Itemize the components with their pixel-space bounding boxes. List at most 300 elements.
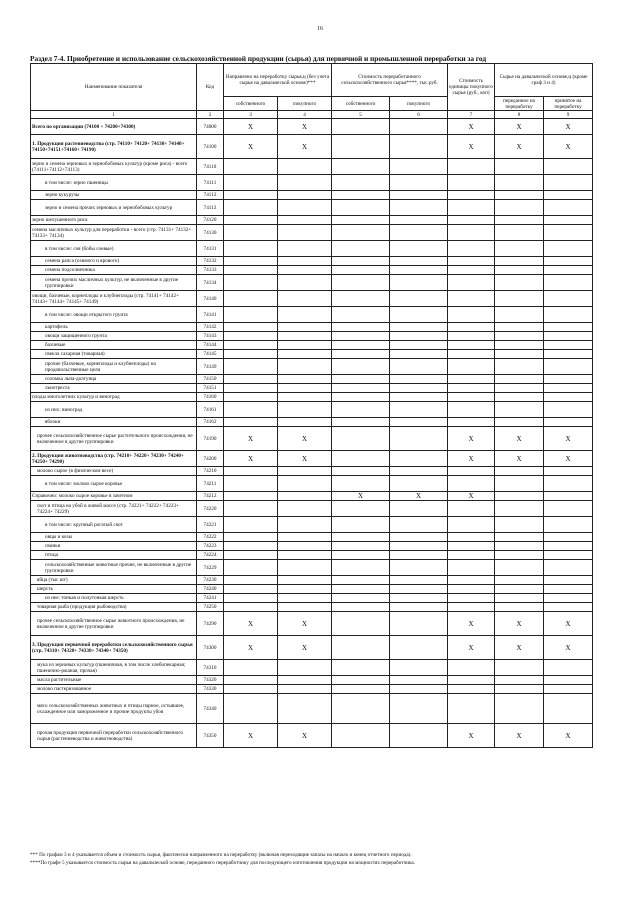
row-code: 74141 bbox=[197, 307, 224, 323]
row-name: прочая продукция первичной переработки сельскохозяйственного сырья (растениеводства и животноводства) bbox=[31, 724, 197, 748]
table-row bbox=[31, 393, 593, 402]
row-code: 74250 bbox=[197, 603, 224, 612]
row-name: в том числе: крупный рогатый скот bbox=[31, 517, 197, 533]
data-cell bbox=[224, 359, 278, 375]
data-cell bbox=[332, 266, 390, 275]
data-cell bbox=[495, 341, 544, 350]
table-row bbox=[31, 350, 593, 359]
data-cell bbox=[448, 241, 495, 257]
data-cell bbox=[332, 275, 390, 291]
data-cell bbox=[332, 685, 390, 694]
row-code: 74132 bbox=[197, 257, 224, 266]
data-cell bbox=[448, 603, 495, 612]
row-name: семена масличных культур для переработки - всего (стр. 74131+ 74132+ 74133+ 74134) bbox=[31, 225, 197, 241]
row-name: прочее сельскохозяйственное сырье растительного происхождения, не включенное в другие группировки bbox=[31, 427, 197, 451]
data-cell bbox=[495, 216, 544, 225]
footnote: ****По графе 5 указывается стоимость сырья на давальческой основе, переданного переработчику для последующего изготовления продукции на мощностях переработчика. bbox=[30, 860, 416, 866]
data-cell bbox=[544, 332, 593, 341]
data-cell bbox=[224, 676, 278, 685]
data-cell bbox=[495, 501, 544, 517]
data-cell bbox=[332, 225, 390, 241]
data-cell bbox=[495, 241, 544, 257]
table-row bbox=[31, 492, 593, 501]
data-cell bbox=[278, 594, 332, 603]
data-cell bbox=[224, 560, 278, 576]
table-row bbox=[31, 694, 593, 724]
data-cell bbox=[278, 200, 332, 216]
data-cell bbox=[224, 200, 278, 216]
data-cell bbox=[495, 175, 544, 191]
data-cell bbox=[332, 603, 390, 612]
data-cell bbox=[544, 560, 593, 576]
row-name: семена прочих масличных культур, не включенные в другие группировки bbox=[31, 275, 197, 291]
data-cell bbox=[448, 200, 495, 216]
data-cell bbox=[544, 307, 593, 323]
table-row bbox=[31, 375, 593, 384]
data-cell bbox=[448, 467, 495, 476]
table-row bbox=[31, 257, 593, 266]
data-cell bbox=[224, 350, 278, 359]
data-cell bbox=[332, 542, 390, 551]
table-row bbox=[31, 175, 593, 191]
data-cell bbox=[224, 551, 278, 560]
data-cell bbox=[448, 685, 495, 694]
data-cell bbox=[448, 350, 495, 359]
row-name: свекла сахарная (товарная) bbox=[31, 350, 197, 359]
data-cell bbox=[495, 517, 544, 533]
table-row bbox=[31, 542, 593, 551]
page-number: 16 bbox=[317, 26, 323, 32]
data-cell bbox=[332, 517, 390, 533]
data-cell bbox=[278, 501, 332, 517]
data-cell bbox=[390, 724, 448, 748]
data-cell: X bbox=[544, 427, 593, 451]
data-cell bbox=[224, 266, 278, 275]
data-cell: X bbox=[495, 451, 544, 467]
table-row bbox=[31, 594, 593, 603]
data-cell bbox=[278, 685, 332, 694]
data-cell bbox=[390, 542, 448, 551]
data-cell bbox=[224, 341, 278, 350]
data-cell: X bbox=[448, 427, 495, 451]
data-cell bbox=[332, 332, 390, 341]
data-cell: X bbox=[544, 119, 593, 135]
data-cell bbox=[544, 685, 593, 694]
header-processed-cost: Стоимость переработанного сельскохозяйственного сырья****, тыс.руб. bbox=[332, 64, 448, 97]
data-cell bbox=[495, 585, 544, 594]
data-cell bbox=[278, 341, 332, 350]
data-cell bbox=[495, 375, 544, 384]
row-code: 74229 bbox=[197, 560, 224, 576]
data-cell bbox=[332, 576, 390, 585]
data-cell bbox=[224, 257, 278, 266]
data-cell: X bbox=[495, 427, 544, 451]
table-row bbox=[31, 517, 593, 533]
data-cell bbox=[278, 476, 332, 492]
row-name: в том числе: овощи открытого грунта bbox=[31, 307, 197, 323]
data-cell bbox=[495, 191, 544, 200]
data-cell bbox=[224, 323, 278, 332]
table-row bbox=[31, 612, 593, 636]
header-own-cost: собственного bbox=[332, 97, 390, 111]
table-row bbox=[31, 323, 593, 332]
data-cell bbox=[495, 384, 544, 393]
data-cell bbox=[544, 676, 593, 685]
data-cell bbox=[544, 694, 593, 724]
section-title: Раздел 7-4. Приобретение и использование сельскохозяйственной продукции (сырья) для первичной и промышленной переработки за год bbox=[30, 54, 487, 63]
data-cell bbox=[224, 694, 278, 724]
data-cell bbox=[332, 585, 390, 594]
data-cell bbox=[278, 159, 332, 175]
row-code: 74221 bbox=[197, 517, 224, 533]
data-cell bbox=[495, 307, 544, 323]
data-cell bbox=[544, 542, 593, 551]
data-cell: X bbox=[495, 636, 544, 660]
data-cell bbox=[390, 517, 448, 533]
col-num: 4 bbox=[278, 111, 332, 119]
data-cell: X bbox=[224, 135, 278, 159]
row-name: 3. Продукция первичной переработки сельскохозяйственного сырья (стр. 74310+ 74320+ 74330+ 74340+ 74350) bbox=[31, 636, 197, 660]
table-row bbox=[31, 451, 593, 467]
row-code: 74130 bbox=[197, 225, 224, 241]
data-cell bbox=[544, 517, 593, 533]
data-cell bbox=[390, 660, 448, 676]
data-cell bbox=[544, 418, 593, 427]
data-cell bbox=[278, 467, 332, 476]
header-unit-cost: Стоимость единицы покупного сырья (руб., коп) bbox=[448, 64, 495, 111]
data-cell bbox=[390, 533, 448, 542]
data-cell bbox=[332, 551, 390, 560]
data-cell bbox=[224, 576, 278, 585]
data-cell: X bbox=[448, 636, 495, 660]
row-code: 74131 bbox=[197, 241, 224, 257]
data-cell bbox=[224, 332, 278, 341]
table-row bbox=[31, 476, 593, 492]
data-cell bbox=[544, 603, 593, 612]
data-cell bbox=[390, 551, 448, 560]
data-cell bbox=[544, 225, 593, 241]
data-cell bbox=[495, 332, 544, 341]
data-cell: X bbox=[448, 135, 495, 159]
data-cell bbox=[448, 533, 495, 542]
col-num: 1 bbox=[31, 111, 197, 119]
data-cell bbox=[278, 291, 332, 307]
data-cell: X bbox=[224, 636, 278, 660]
table-row bbox=[31, 427, 593, 451]
data-cell bbox=[390, 467, 448, 476]
data-cell bbox=[224, 159, 278, 175]
table-row bbox=[31, 402, 593, 418]
data-cell bbox=[448, 257, 495, 266]
col-num: 6 bbox=[390, 111, 448, 119]
row-name: скот и птица на убой в живой массе (стр. 74221+ 74222+ 74223+ 74224+ 74229) bbox=[31, 501, 197, 517]
data-cell bbox=[390, 159, 448, 175]
data-cell bbox=[448, 159, 495, 175]
data-cell bbox=[224, 418, 278, 427]
row-name: 1. Продукция растениеводства (стр. 74110+ 74120+ 74130+ 74140+ 74150+74151+74160+ 74190) bbox=[31, 135, 197, 159]
data-cell bbox=[278, 359, 332, 375]
row-code: 74220 bbox=[197, 501, 224, 517]
data-cell bbox=[224, 241, 278, 257]
data-cell: X bbox=[495, 724, 544, 748]
row-name: молоко сырое (в физическом весе) bbox=[31, 467, 197, 476]
data-cell bbox=[544, 266, 593, 275]
row-code: 74145 bbox=[197, 350, 224, 359]
data-cell bbox=[495, 266, 544, 275]
data-cell bbox=[390, 676, 448, 685]
table-row bbox=[31, 341, 593, 350]
data-cell bbox=[390, 359, 448, 375]
data-cell: X bbox=[278, 636, 332, 660]
data-cell bbox=[544, 241, 593, 257]
data-cell bbox=[448, 341, 495, 350]
data-cell: X bbox=[448, 119, 495, 135]
data-cell bbox=[495, 533, 544, 542]
data-cell bbox=[224, 492, 278, 501]
data-cell bbox=[332, 307, 390, 323]
data-cell bbox=[495, 200, 544, 216]
data-cell bbox=[448, 576, 495, 585]
data-cell bbox=[495, 492, 544, 501]
data-cell bbox=[544, 551, 593, 560]
data-cell bbox=[448, 225, 495, 241]
row-name: зерно кукурузы bbox=[31, 191, 197, 200]
data-cell bbox=[495, 359, 544, 375]
data-cell bbox=[224, 275, 278, 291]
data-cell bbox=[332, 418, 390, 427]
data-cell bbox=[224, 291, 278, 307]
row-name: в том числе: соя (бобы соевые) bbox=[31, 241, 197, 257]
data-cell bbox=[390, 576, 448, 585]
row-name: яблоки bbox=[31, 418, 197, 427]
table-row bbox=[31, 685, 593, 694]
data-cell bbox=[390, 476, 448, 492]
header-tolling: Сырье на давальческой основе,ц (кроме граф 3 и 4) bbox=[495, 64, 593, 97]
data-cell bbox=[278, 332, 332, 341]
row-code: 74120 bbox=[197, 216, 224, 225]
data-cell bbox=[448, 517, 495, 533]
data-cell bbox=[495, 418, 544, 427]
data-cell bbox=[390, 694, 448, 724]
row-name: зерно и семена зерновых и зернобобовых культур (кроме риса) - всего (74111+74112+74113) bbox=[31, 159, 197, 175]
row-name: семена рапса (озимого и ярового) bbox=[31, 257, 197, 266]
data-cell: X bbox=[224, 724, 278, 748]
data-cell bbox=[390, 427, 448, 451]
data-cell bbox=[278, 660, 332, 676]
table-row bbox=[31, 501, 593, 517]
row-code: 74134 bbox=[197, 275, 224, 291]
data-cell bbox=[390, 175, 448, 191]
data-cell bbox=[332, 323, 390, 332]
data-cell bbox=[390, 384, 448, 393]
data-cell bbox=[224, 542, 278, 551]
data-cell bbox=[278, 517, 332, 533]
data-cell bbox=[448, 191, 495, 200]
row-name: из нее: тонкая и полутонкая шерсть bbox=[31, 594, 197, 603]
data-cell bbox=[224, 384, 278, 393]
data-cell bbox=[448, 542, 495, 551]
data-cell: X bbox=[448, 612, 495, 636]
data-cell bbox=[332, 467, 390, 476]
data-cell bbox=[224, 307, 278, 323]
row-code: 74230 bbox=[197, 576, 224, 585]
data-cell bbox=[278, 191, 332, 200]
data-cell bbox=[332, 119, 390, 135]
data-cell bbox=[278, 350, 332, 359]
data-cell bbox=[544, 191, 593, 200]
data-cell bbox=[224, 685, 278, 694]
data-cell bbox=[332, 560, 390, 576]
data-cell bbox=[278, 216, 332, 225]
data-cell bbox=[390, 266, 448, 275]
data-cell bbox=[544, 323, 593, 332]
data-cell bbox=[448, 501, 495, 517]
header-code: Код bbox=[197, 64, 224, 111]
table-row bbox=[31, 585, 593, 594]
header-given: переданное на переработку bbox=[495, 97, 544, 111]
data-cell: X bbox=[544, 724, 593, 748]
data-cell bbox=[332, 676, 390, 685]
data-cell bbox=[544, 476, 593, 492]
data-cell bbox=[390, 393, 448, 402]
data-cell bbox=[278, 393, 332, 402]
column-numbers-row bbox=[31, 111, 593, 119]
data-cell bbox=[224, 501, 278, 517]
data-cell bbox=[448, 402, 495, 418]
data-cell bbox=[544, 275, 593, 291]
data-cell bbox=[390, 241, 448, 257]
data-cell bbox=[332, 241, 390, 257]
data-cell: X bbox=[224, 119, 278, 135]
data-cell bbox=[544, 594, 593, 603]
data-cell bbox=[495, 159, 544, 175]
data-cell bbox=[390, 501, 448, 517]
data-cell bbox=[390, 451, 448, 467]
data-cell bbox=[278, 175, 332, 191]
col-num: 2 bbox=[197, 111, 224, 119]
col-num: 3 bbox=[224, 111, 278, 119]
data-cell: X bbox=[448, 451, 495, 467]
data-cell bbox=[448, 307, 495, 323]
data-cell bbox=[278, 375, 332, 384]
data-cell bbox=[224, 375, 278, 384]
table-row bbox=[31, 418, 593, 427]
row-name: зерно шелушенного риса bbox=[31, 216, 197, 225]
data-cell: X bbox=[332, 492, 390, 501]
row-name: овцы и козы bbox=[31, 533, 197, 542]
table-row bbox=[31, 275, 593, 291]
data-cell bbox=[390, 257, 448, 266]
data-cell bbox=[278, 323, 332, 332]
data-cell bbox=[224, 393, 278, 402]
data-cell bbox=[332, 175, 390, 191]
data-cell: X bbox=[544, 636, 593, 660]
data-cell bbox=[224, 225, 278, 241]
row-code: 74142 bbox=[197, 323, 224, 332]
row-code: 74310 bbox=[197, 660, 224, 676]
data-cell bbox=[332, 135, 390, 159]
table-row bbox=[31, 676, 593, 685]
data-cell bbox=[448, 476, 495, 492]
table-row bbox=[31, 216, 593, 225]
row-name: из них: виноград bbox=[31, 402, 197, 418]
data-cell bbox=[224, 517, 278, 533]
row-code: 74241 bbox=[197, 594, 224, 603]
data-cell bbox=[332, 501, 390, 517]
data-cell bbox=[448, 384, 495, 393]
data-cell bbox=[332, 724, 390, 748]
data-cell bbox=[544, 359, 593, 375]
col-num: 5 bbox=[332, 111, 390, 119]
table-row bbox=[31, 307, 593, 323]
header-accepted: принятое на переработку bbox=[544, 97, 593, 111]
data-cell bbox=[390, 603, 448, 612]
data-cell: X bbox=[544, 451, 593, 467]
data-cell bbox=[544, 501, 593, 517]
data-cell bbox=[278, 542, 332, 551]
row-code: 74162 bbox=[197, 418, 224, 427]
data-cell bbox=[390, 402, 448, 418]
data-cell bbox=[332, 594, 390, 603]
table-row bbox=[31, 159, 593, 175]
row-code: 74111 bbox=[197, 175, 224, 191]
data-cell bbox=[544, 660, 593, 676]
data-cell bbox=[390, 418, 448, 427]
data-cell bbox=[544, 341, 593, 350]
data-cell bbox=[448, 585, 495, 594]
data-cell bbox=[448, 375, 495, 384]
data-cell bbox=[224, 175, 278, 191]
row-name: прочие (бахчевые, корнеплоды и клубнеплоды) на продовольственные цели bbox=[31, 359, 197, 375]
data-cell bbox=[332, 636, 390, 660]
data-cell bbox=[332, 612, 390, 636]
data-cell bbox=[224, 476, 278, 492]
data-cell: X bbox=[495, 612, 544, 636]
table-row bbox=[31, 119, 593, 135]
row-code: 74151 bbox=[197, 384, 224, 393]
row-name: мясо сельскохозяйственных животных и птицы парное, остывшее, охлажденное или замороженное и прочие продукты убоя bbox=[31, 694, 197, 724]
row-code: 74160 bbox=[197, 393, 224, 402]
data-cell bbox=[495, 291, 544, 307]
data-cell bbox=[448, 660, 495, 676]
data-cell bbox=[495, 467, 544, 476]
row-name: овощи, бахчевые, корнеплоды и клубнеплоды (стр. 74141+ 74142+ 74143+ 74144+ 74145+ 74149) bbox=[31, 291, 197, 307]
data-cell bbox=[495, 551, 544, 560]
col-num: 9 bbox=[544, 111, 593, 119]
row-name: мука из зерновых культур (пшеничная, в том числе хлебопекарная; пшенично-ржаная, прочая) bbox=[31, 660, 197, 676]
row-name: шерсть bbox=[31, 585, 197, 594]
data-cell bbox=[544, 467, 593, 476]
table-row bbox=[31, 291, 593, 307]
data-cell bbox=[544, 375, 593, 384]
data-cell bbox=[278, 241, 332, 257]
data-cell bbox=[495, 476, 544, 492]
row-name: в том числе: молоко сырое коровье bbox=[31, 476, 197, 492]
data-cell bbox=[390, 612, 448, 636]
data-cell bbox=[332, 159, 390, 175]
data-cell bbox=[448, 594, 495, 603]
data-cell bbox=[390, 585, 448, 594]
data-cell bbox=[278, 492, 332, 501]
data-cell bbox=[278, 533, 332, 542]
data-cell bbox=[495, 685, 544, 694]
row-code: 74133 bbox=[197, 266, 224, 275]
data-cell bbox=[390, 560, 448, 576]
data-cell bbox=[278, 275, 332, 291]
data-cell bbox=[224, 402, 278, 418]
table-row bbox=[31, 660, 593, 676]
table-row bbox=[31, 533, 593, 542]
